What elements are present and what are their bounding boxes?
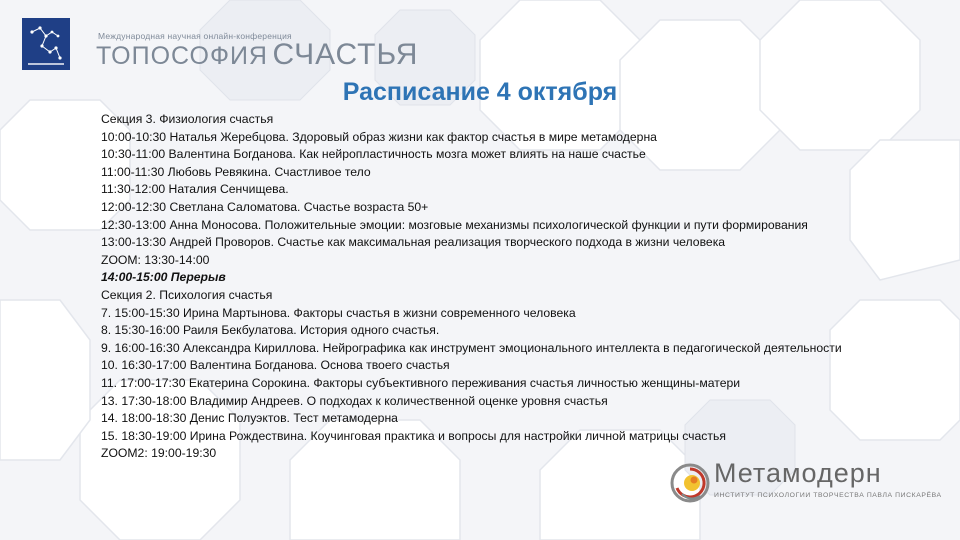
metamodern-emblem-icon <box>668 458 714 508</box>
conference-logo <box>22 18 70 70</box>
schedule-line: Секция 2. Психология счастья <box>101 287 273 302</box>
schedule-line: 15. 18:30-19:00 Ирина Рождествина. Коучинговая практика и вопросы для настройки личной матрицы счастья <box>101 428 726 443</box>
schedule-line: 10. 16:30-17:00 Валентина Богданова. Основа твоего счастья <box>101 358 450 373</box>
conference-title-word2: СЧАСТЬЯ <box>272 38 419 71</box>
schedule-line: 11:00-11:30 Любовь Ревякина. Счастливое тело <box>101 164 371 179</box>
schedule-line: 11. 17:00-17:30 Екатерина Сорокина. Факторы субъективного переживания счастья личностью женщины-матери <box>101 375 741 390</box>
schedule-line: 14. 18:00-18:30 Денис Полуэктов. Тест метамодерна <box>101 411 398 426</box>
schedule-line: ZOOM2: 19:00-19:30 <box>101 446 217 461</box>
schedule-line: 13. 17:30-18:00 Владимир Андреев. О подходах к количественной оценке уровня счастья <box>101 393 608 408</box>
schedule-line: 9. 16:00-16:30 Александра Кириллова. Нейрографика как инструмент эмоционального интеллекта в педагогической деятельности <box>101 340 842 355</box>
conference-title-word1: ТОПОСОФИЯ <box>96 42 268 70</box>
schedule-line: 12:00-12:30 Светлана Саломатова. Счастье возраста 50+ <box>101 199 429 214</box>
schedule-line: 12:30-13:00 Анна Моносова. Положительные эмоции: мозговые механизмы психологической функции и пути формирования <box>101 217 808 232</box>
brand-name: Метамодерн <box>714 458 882 488</box>
schedule-line: 13:00-13:30 Андрей Проворов. Счастье как максимальная реализация творческого подхода в жизни человека <box>101 235 726 250</box>
conference-title <box>96 40 418 70</box>
constellation-logo-icon <box>22 18 70 70</box>
schedule-list <box>101 111 941 463</box>
conference-subtitle: Международная научная онлайн-конференция <box>98 31 292 41</box>
schedule-line: 10:00-10:30 Наталья Жеребцова. Здоровый образ жизни как фактор счастья в мире метамодерна <box>101 129 657 144</box>
page-title: Расписание 4 октября <box>342 78 618 106</box>
brand-subtitle: ИНСТИТУТ ПСИХОЛОГИИ ТВОРЧЕСТВА ПАВЛА ПИСКАРЁВА <box>714 492 942 499</box>
schedule-line: ZOOM: 13:30-14:00 <box>101 252 210 267</box>
schedule-break-line: 14:00-15:00 Перерыв <box>101 270 226 285</box>
schedule-line: 11:30-12:00 Наталия Сенчищева. <box>101 182 289 197</box>
schedule-line: 7. 15:00-15:30 Ирина Мартынова. Факторы счастья в жизни современного человека <box>101 305 576 320</box>
schedule-line: 8. 15:30-16:00 Раиля Бекбулатова. История одного счастья. <box>101 323 440 338</box>
schedule-line: Секция 3. Физиология счастья <box>101 112 274 126</box>
schedule-line: 10:30-11:00 Валентина Богданова. Как нейропластичность мозга может влиять на наше счастье <box>101 147 646 162</box>
metamodern-brand <box>668 458 942 508</box>
